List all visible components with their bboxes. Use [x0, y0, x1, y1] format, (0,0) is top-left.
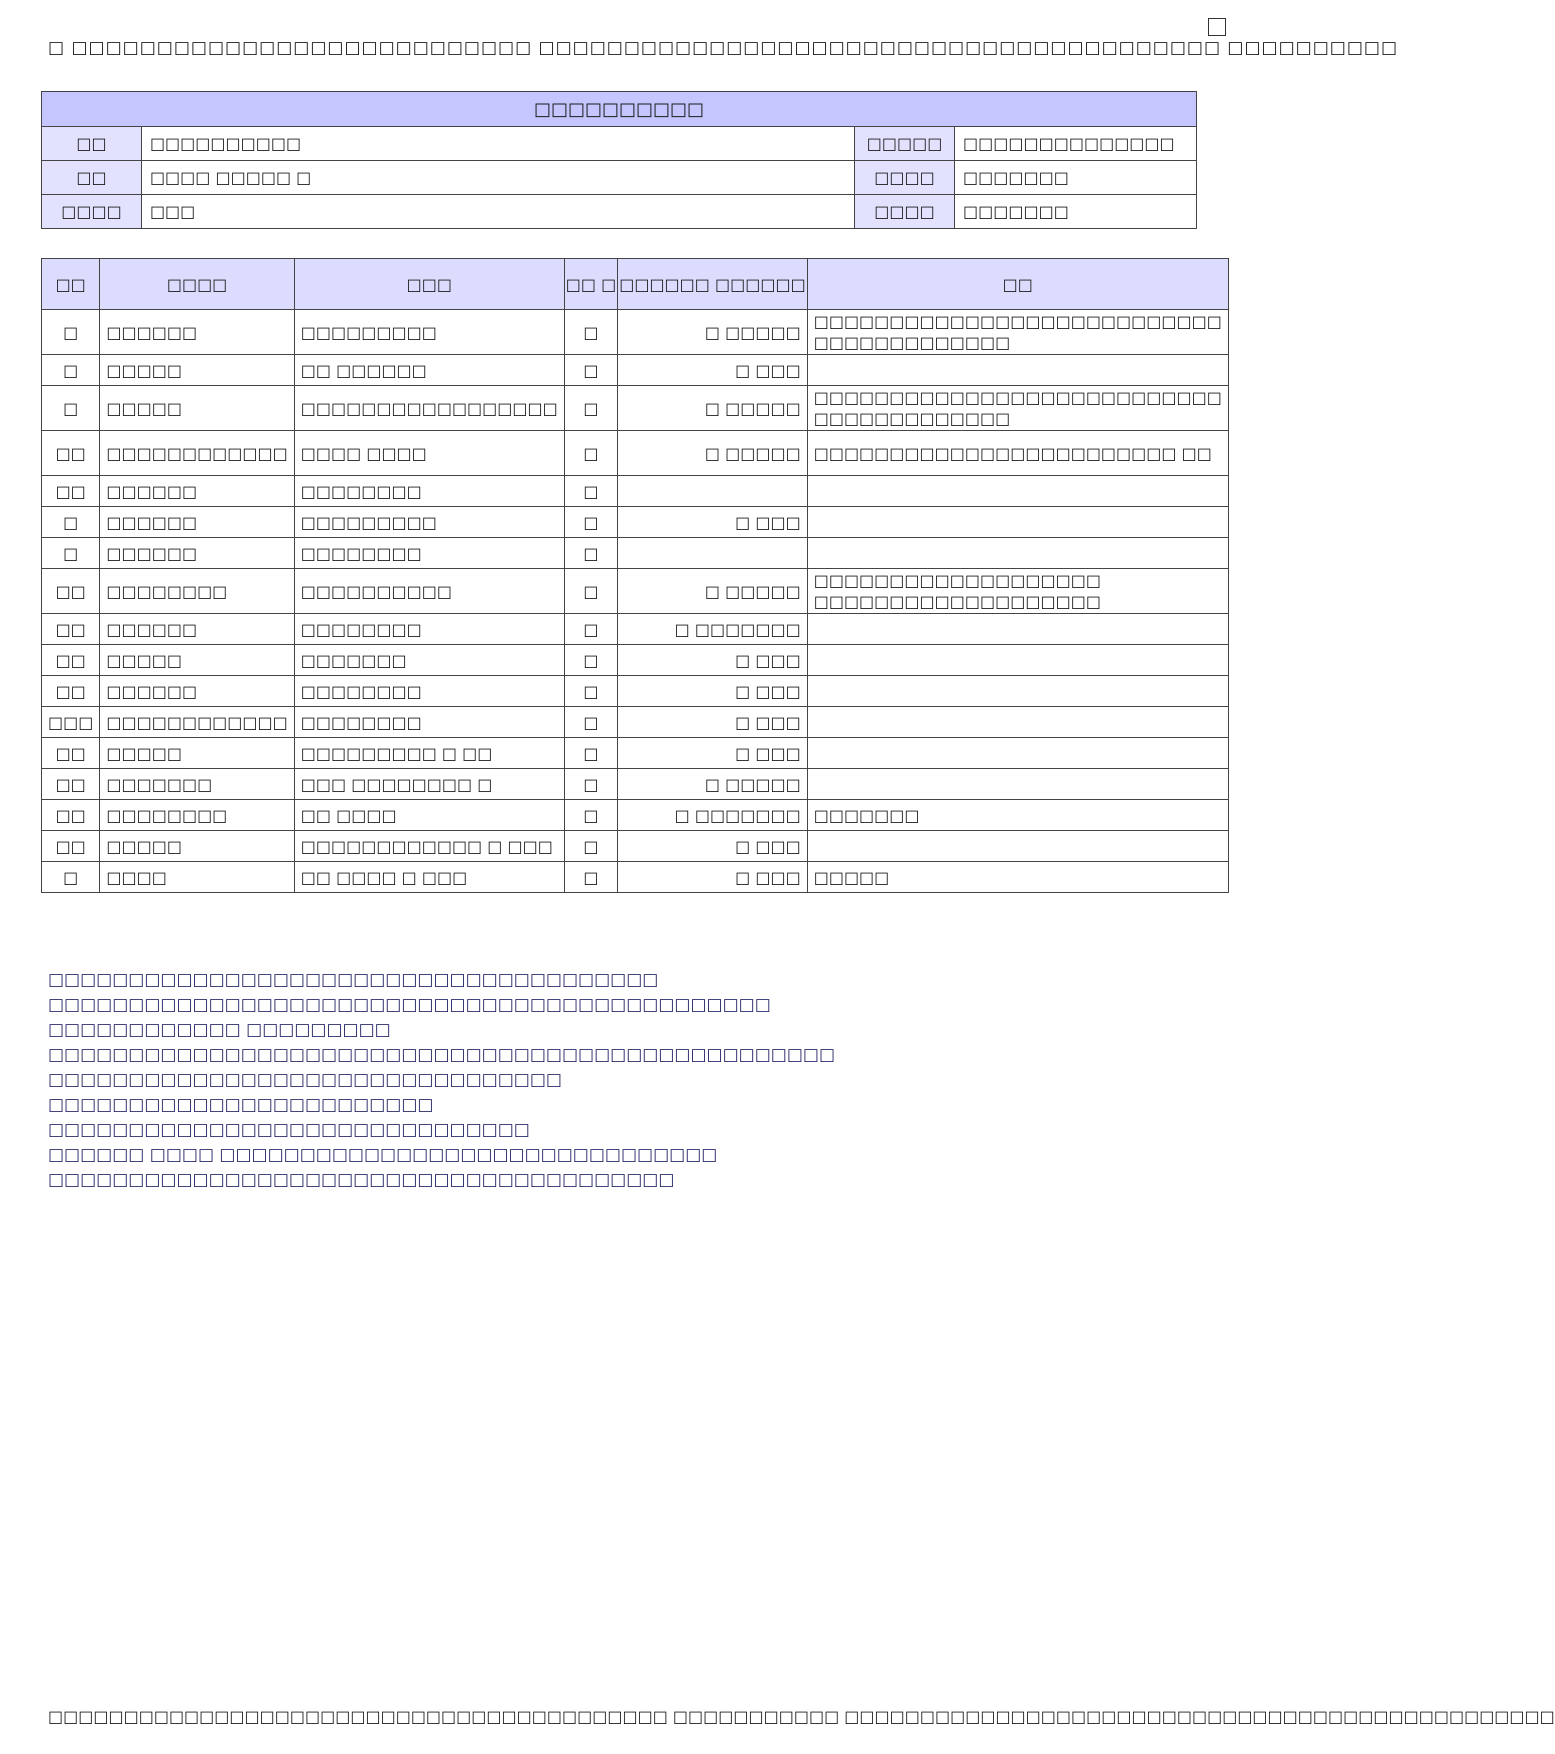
document-footer: □□□□□□□□□□□□□□□□□□□□□□□□□□□□□□□□□□□□□□□□□ □□□□□□□□□□□ □□□□□□□□□□□□□□□□□□□□□□□□□□□□□□□□□□□□□□□□□□□□□□□ — [48, 1707, 1555, 1726]
row-number: □□ — [42, 738, 100, 769]
items-table — [41, 258, 1229, 893]
row-number: □ — [42, 538, 100, 569]
item-qty: □ — [564, 769, 617, 800]
item-amount: □ □□□ — [618, 831, 808, 862]
table-row — [42, 769, 1229, 800]
note-line: □□□□□□ □□□□ □□□□□□□□□□□□□□□□□□□□□□□□□□□□□□□ — [48, 1145, 718, 1165]
note-line: □□□□□□□□□□□□□□□□□□□□□□□□□□□□□□□□□□□□□□□□□□□□□□□□□ — [48, 1045, 836, 1065]
table-row — [42, 355, 1229, 386]
item-spec: □□□□□□□□ — [294, 707, 564, 738]
corner-checkbox — [1208, 18, 1226, 36]
notes-block — [48, 968, 1148, 1193]
column-header: □□□ — [294, 259, 564, 310]
row-number: □ — [42, 310, 100, 355]
table-row — [42, 476, 1229, 507]
summary-value: □□□□□□□ — [955, 195, 1197, 229]
item-amount: □ □□□□□□□ — [618, 614, 808, 645]
item-name: □□□□□ — [100, 831, 294, 862]
item-memo — [807, 538, 1228, 569]
item-name: □□□□□□ — [100, 676, 294, 707]
item-amount: □ □□□□□ — [618, 386, 808, 431]
summary-label: □□□□□ — [855, 127, 955, 161]
column-header: □□ — [807, 259, 1228, 310]
note-line: □□□□□□□□□□□□□□□□□□□□□□□□□□□□□□□□□□□□□□□□□□□□□ — [48, 995, 771, 1015]
row-number: □ — [42, 862, 100, 893]
summary-label: □□ — [42, 127, 142, 161]
item-spec: □□ □□□□ — [294, 800, 564, 831]
item-name: □□□□□□□ — [100, 769, 294, 800]
item-amount: □ □□□□□ — [618, 769, 808, 800]
item-spec: □□□□□□□□ — [294, 676, 564, 707]
summary-value: □□□□□□□ — [955, 161, 1197, 195]
table-row — [42, 569, 1229, 614]
item-memo — [807, 769, 1228, 800]
item-spec: □□ □□□□□□ — [294, 355, 564, 386]
item-memo — [807, 707, 1228, 738]
row-number: □□ — [42, 614, 100, 645]
item-qty: □ — [564, 831, 617, 862]
item-name: □□□□□□ — [100, 476, 294, 507]
item-memo: □□□□□□□ — [807, 800, 1228, 831]
item-spec: □□□ □□□□□□□□ □ — [294, 769, 564, 800]
table-row — [42, 431, 1229, 476]
item-amount: □ □□□□□ — [618, 431, 808, 476]
row-number: □□ — [42, 431, 100, 476]
table-row — [42, 614, 1229, 645]
item-qty: □ — [564, 507, 617, 538]
item-qty: □ — [564, 676, 617, 707]
item-qty: □ — [564, 707, 617, 738]
item-spec: □□□□□□□□□ — [294, 310, 564, 355]
item-qty: □ — [564, 645, 617, 676]
summary-value: □□□ — [141, 195, 854, 229]
summary-value: □□□□ □□□□□ □ — [141, 161, 854, 195]
table-row — [42, 800, 1229, 831]
item-memo — [807, 507, 1228, 538]
item-amount: □ □□□□□ — [618, 569, 808, 614]
item-qty: □ — [564, 386, 617, 431]
item-spec: □□□□□□□□ — [294, 476, 564, 507]
summary-label: □□□□ — [42, 195, 142, 229]
item-name: □□□□□□□□ — [100, 569, 294, 614]
item-amount: □ □□□ — [618, 355, 808, 386]
item-spec: □□□□□□□□□□ — [294, 569, 564, 614]
item-memo — [807, 676, 1228, 707]
item-amount: □ □□□ — [618, 862, 808, 893]
table-row — [42, 386, 1229, 431]
item-qty: □ — [564, 355, 617, 386]
item-memo — [807, 738, 1228, 769]
item-memo — [807, 614, 1228, 645]
item-amount — [618, 476, 808, 507]
item-memo: □□□□□□□□□□□□□□□□□□□□□□□□□□□ □□□□□□□□□□□□□ — [807, 310, 1228, 355]
item-name: □□□□□□ — [100, 538, 294, 569]
table-row — [42, 831, 1229, 862]
item-spec: □□ □□□□ □ □□□ — [294, 862, 564, 893]
item-amount: □ □□□□□ — [618, 310, 808, 355]
note-line: □□□□□□□□□□□□□□□□□□□□□□□□□□□□□□ — [48, 1120, 530, 1140]
note-line: □□□□□□□□□□□□□□□□□□□□□□□□□□□□□□□□□□□□□□□ — [48, 1170, 675, 1190]
item-name: □□□□□ — [100, 386, 294, 431]
item-qty: □ — [564, 538, 617, 569]
document-header: □ □□□□□□□□□□□□□□□□□□□□□□□□□□□ □□□□□□□□□□□□□□□□□□□□□□□□□□□□□□□□□□□□□□□□ □□□□□□□□□□ — [48, 38, 1399, 58]
item-amount: □ □□□ — [618, 676, 808, 707]
item-memo: □□□□□□□□□□□□□□□□□□□□□□□□□□□ □□□□□□□□□□□□□ — [807, 386, 1228, 431]
item-name: □□□□ — [100, 862, 294, 893]
item-spec: □□□□ □□□□ — [294, 431, 564, 476]
summary-label: □□□□ — [855, 161, 955, 195]
item-name: □□□□□□ — [100, 614, 294, 645]
item-name: □□□□□□□□□□□□ — [100, 707, 294, 738]
table-row — [42, 507, 1229, 538]
summary-title: □□□□□□□□□□ — [42, 92, 1197, 127]
item-qty: □ — [564, 862, 617, 893]
item-spec: □□□□□□□□□ □ □□ — [294, 738, 564, 769]
table-row — [42, 676, 1229, 707]
note-line: □□□□□□□□□□□□□□□□□□□□□□□□ — [48, 1095, 434, 1115]
items-table-body — [42, 310, 1229, 893]
item-qty: □ — [564, 476, 617, 507]
item-qty: □ — [564, 310, 617, 355]
item-name: □□□□□□ — [100, 507, 294, 538]
item-spec: □□□□□□□ — [294, 645, 564, 676]
item-memo: □□□□□□□□□□□□□□□□□□□ □□□□□□□□□□□□□□□□□□□ — [807, 569, 1228, 614]
row-number: □□ — [42, 476, 100, 507]
item-amount: □ □□□□□□□ — [618, 800, 808, 831]
table-row — [42, 310, 1229, 355]
item-memo — [807, 645, 1228, 676]
item-amount: □ □□□ — [618, 738, 808, 769]
row-number: □□ — [42, 769, 100, 800]
item-qty: □ — [564, 569, 617, 614]
table-row — [42, 862, 1229, 893]
column-header: □□□□□□ □□□□□□ — [618, 259, 808, 310]
summary-label: □□ — [42, 161, 142, 195]
item-amount: □ □□□ — [618, 707, 808, 738]
item-spec: □□□□□□□□ — [294, 538, 564, 569]
summary-table — [41, 91, 1197, 229]
table-row — [42, 707, 1229, 738]
item-spec: □□□□□□□□ — [294, 614, 564, 645]
summary-value: □□□□□□□□□□□□□□ — [955, 127, 1197, 161]
row-number: □□□ — [42, 707, 100, 738]
column-header: □□ — [42, 259, 100, 310]
item-qty: □ — [564, 738, 617, 769]
item-name: □□□□□□ — [100, 310, 294, 355]
item-name: □□□□□ — [100, 645, 294, 676]
row-number: □□ — [42, 800, 100, 831]
row-number: □ — [42, 507, 100, 538]
item-amount — [618, 538, 808, 569]
row-number: □ — [42, 355, 100, 386]
note-line: □□□□□□□□□□□□□□□□□□□□□□□□□□□□□□□□ — [48, 1070, 562, 1090]
item-spec: □□□□□□□□□ — [294, 507, 564, 538]
item-memo: □□□□□□□□□□□□□□□□□□□□□□□□ □□ — [807, 431, 1228, 476]
note-line: □□□□□□□□□□□□□□□□□□□□□□□□□□□□□□□□□□□□□□ — [48, 970, 659, 990]
table-row — [42, 645, 1229, 676]
row-number: □□ — [42, 676, 100, 707]
item-qty: □ — [564, 800, 617, 831]
item-memo — [807, 476, 1228, 507]
item-spec: □□□□□□□□□□□□ □ □□□ — [294, 831, 564, 862]
summary-label: □□□□ — [855, 195, 955, 229]
item-name: □□□□□ — [100, 355, 294, 386]
item-amount: □ □□□ — [618, 645, 808, 676]
item-spec: □□□□□□□□□□□□□□□□□ — [294, 386, 564, 431]
item-memo — [807, 355, 1228, 386]
row-number: □□ — [42, 645, 100, 676]
table-row — [42, 538, 1229, 569]
item-name: □□□□□ — [100, 738, 294, 769]
note-line: □□□□□□□□□□□□ □□□□□□□□□ — [48, 1020, 391, 1040]
item-memo — [807, 831, 1228, 862]
row-number: □ — [42, 386, 100, 431]
item-qty: □ — [564, 614, 617, 645]
item-amount: □ □□□ — [618, 507, 808, 538]
item-name: □□□□□□□□ — [100, 800, 294, 831]
item-qty: □ — [564, 431, 617, 476]
item-memo: □□□□□ — [807, 862, 1228, 893]
column-header: □□□□ — [100, 259, 294, 310]
row-number: □□ — [42, 831, 100, 862]
row-number: □□ — [42, 569, 100, 614]
column-header: □□ □ — [564, 259, 617, 310]
summary-value: □□□□□□□□□□ — [141, 127, 854, 161]
table-row — [42, 738, 1229, 769]
item-name: □□□□□□□□□□□□ — [100, 431, 294, 476]
